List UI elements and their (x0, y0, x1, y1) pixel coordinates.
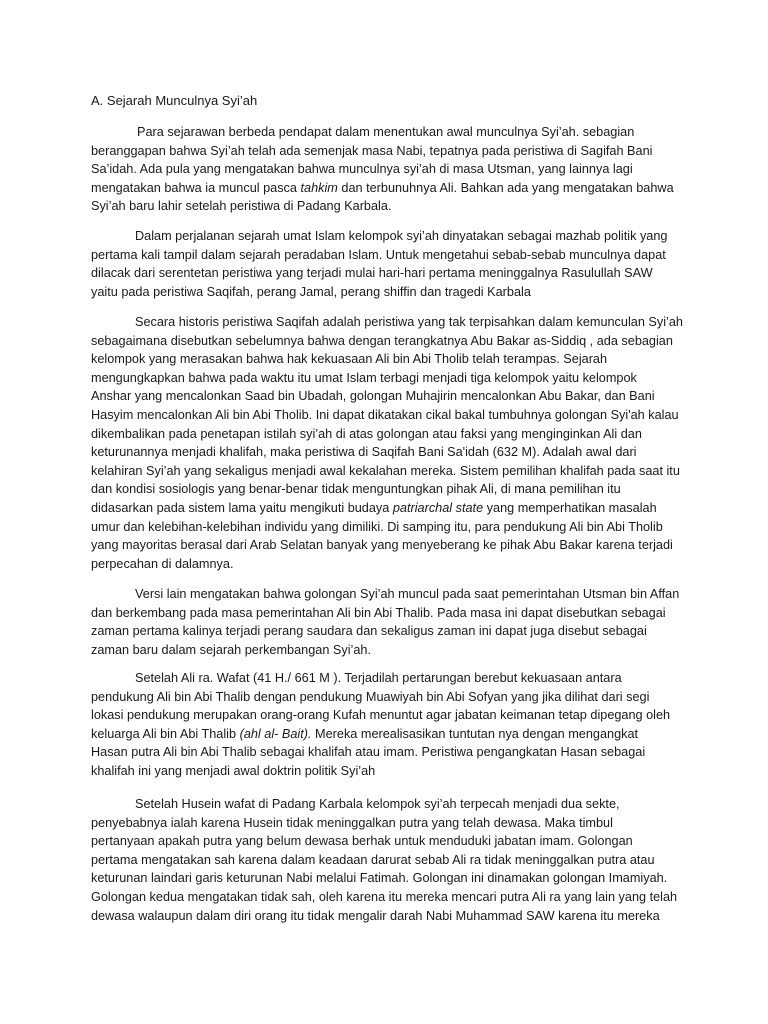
text-line (91, 814, 681, 833)
text-run: Golongan kedua mengatakan tidak sah, oleh karena itu mereka mencari putra Ali ra yang lain yang telah (91, 889, 678, 904)
text-line (91, 869, 681, 888)
text-run: Dalam perjalanan sejarah umat Islam kelompok syi’ah dinyatakan sebagai mazhab politik yang (135, 229, 668, 243)
text-line (91, 762, 681, 781)
text-run: perpecahan di dalamnya. (91, 556, 234, 571)
text-run: pendukung Ali bin Abi Thalib dengan pendukung Muawiyah bin Abi Sofyan yang jika dilihat dari segi (91, 689, 650, 704)
text-run: yang mayoritas berasal dari Arab Selatan banyak yang menyeberang ke pihak Abu Bakar karena terjadi (91, 538, 673, 553)
text-run: Sa’idah. Ada pula yang mengatakan bahwa munculnya syi’ah di masa Utsman, yang lainnya lagi (91, 162, 633, 177)
text-run: Anshar yang mencalonkan Saad bin Ubadah, golongan Muhajirin mencalonkan Abu Bakar, dan Bani (91, 389, 655, 404)
text-line (91, 832, 681, 851)
text-line (91, 641, 681, 660)
text-run: kelahiran Syi’ah yang sekaligus menjadi awal kekalahan mereka. Sistem pemilihan khalifah pada saat itu (91, 463, 680, 478)
text-line (91, 499, 681, 518)
text-line (91, 585, 681, 604)
italic-term: patriarchal state (392, 500, 484, 515)
text-run: dan kondisi sosiologis yang benar-benar tidak menguntungkan pihak Ali, di mana pemilihan itu (91, 482, 621, 497)
paragraph-6 (91, 795, 681, 925)
text-run: Setelah Ali ra. Wafat (41 H./ 661 M ). Terjadilah pertarungan berebut kekuasaan antara (135, 671, 622, 685)
text-run: pertanyaan apakah putra yang belum dewasa berhak untuk menduduki jabatan imam. Golongan (91, 834, 633, 849)
text-run: keturunan laindari garis keturunan Nabi melalui Fatimah. Golongan ini dinamakan golongan Imamiyah. (91, 871, 668, 886)
text-run: yang memperhatikan masalah (483, 500, 657, 515)
text-run: dilacak dari serentetan peristiwa yang terjadi mulai hari-hari pertama meninggalnya Rasulullah SAW (91, 266, 653, 281)
text-run: pertama kali tampil dalam sejarah peradaban Islam. Untuk mengetahui sebab-sebab munculnya dapat (91, 247, 666, 262)
text-run: umur dan kelebihan-kelebihan individu yang dimiliki. Di samping itu, para pendukung Ali bin Abi Tholib (91, 519, 663, 534)
text-run: pertama mengatakan sah karena dalam keadaan darurat sebab Ali ra tidak meninggalkan putra atau (91, 852, 655, 867)
text-line (91, 246, 681, 265)
text-run: zaman pertama kalinya terjadi perang saudara dan sekaligus zaman ini dapat juga disebut sebagai (91, 624, 647, 639)
text-run: keturunannya menjadi khalifah, maka peristiwa di Saqifah Bani Sa'idah (632 M). Adalah awal dari (91, 445, 637, 460)
paragraph-1 (91, 123, 681, 216)
text-line (91, 669, 681, 688)
text-line (91, 350, 681, 369)
text-run: sebagaimana disebutkan sebelumnya bahwa dengan terangkatnya Abu Bakar as-Siddiq , ada sebagian (91, 333, 673, 348)
text-run: dan berkembang pada masa pemerintahan Ali bin Abi Thalib. Pada masa ini dapat disebutkan sebagai (91, 605, 666, 620)
paragraph-2 (91, 227, 681, 301)
text-line (91, 725, 681, 744)
text-run: Secara historis peristiwa Saqifah adalah peristiwa yang tak terpisahkan dalam kemunculan Syi’ah (135, 315, 683, 329)
text-line (91, 369, 681, 388)
text-run: mengungkapkan bahwa pada waktu itu umat Islam terbagi menjadi tiga kelompok yaitu kelompok (91, 370, 637, 385)
text-line (91, 123, 681, 142)
text-line (91, 160, 681, 179)
text-line (91, 480, 681, 499)
text-run: Versi lain mengatakan bahwa golongan Syi’ah muncul pada saat pemerintahan Utsman bin Affan (135, 587, 680, 601)
text-run: keluarga Ali bin Abi Thalib (91, 726, 240, 741)
text-line (91, 518, 681, 537)
text-line (91, 706, 681, 725)
text-run: khalifah ini yang menjadi awal doktrin politik Syi’ah (91, 763, 376, 778)
text-run: Mereka merealisasikan tuntutan nya dengan mengangkat (311, 726, 639, 741)
text-line (91, 142, 681, 161)
text-line (91, 462, 681, 481)
italic-term: (ahl al- Bait). (239, 726, 312, 741)
text-line (91, 227, 681, 246)
text-line (91, 688, 681, 707)
text-line (91, 888, 681, 907)
text-line (91, 406, 681, 425)
text-line (91, 851, 681, 870)
text-run: dikembalikan pada penetapan istilah syi’ah di atas golongan atau faksi yang menginginkan Ali dan (91, 426, 642, 441)
text-line (91, 795, 681, 814)
text-run: beranggapan bahwa Syi’ah telah ada semenjak masa Nabi, tepatnya pada peristiwa di Sagifah Bani (91, 143, 653, 158)
text-line (91, 179, 681, 198)
section-heading: A. Sejarah Munculnya Syi’ah (91, 93, 258, 108)
text-run: yaitu pada peristiwa Saqifah, perang Jamal, perang shiffin dan tragedi Karbala (91, 284, 531, 299)
text-run: Hasan putra Ali bin Abi Thalib sebagai khalifah atau imam. Peristiwa pengangkatan Hasan sebagai (91, 745, 646, 760)
text-line (91, 743, 681, 762)
text-line (91, 555, 681, 574)
text-line (91, 622, 681, 641)
text-line (91, 332, 681, 351)
text-run: lokasi pendukung merupakan orang-orang Kufah menuntut agar jabatan keimanan tetap dipegang oleh (91, 708, 671, 723)
text-line (91, 387, 681, 406)
text-run: kelompok yang merasakan bahwa hak kekuasaan Ali bin Abi Tholib telah terampas. Sejarah (91, 352, 608, 367)
text-run: zaman baru dalam sejarah perkembangan Syi’ah. (91, 642, 371, 657)
text-run: mengatakan bahwa ia muncul pasca (91, 180, 301, 195)
text-line (91, 313, 681, 332)
text-line (91, 536, 681, 555)
text-run: penyebabnya ialah karena Husein tidak meninggalkan putra yang telah dewasa. Maka timbul (91, 815, 613, 830)
paragraph-5 (91, 669, 681, 781)
text-run: didasarkan pada sistem lama yaitu mengikuti budaya (91, 500, 393, 515)
text-line (91, 443, 681, 462)
text-line (91, 907, 681, 926)
text-line (91, 264, 681, 283)
paragraph-4 (91, 585, 681, 659)
text-line (91, 604, 681, 623)
text-line (91, 283, 681, 302)
text-run: dan terbunuhnya Ali. Bahkan ada yang mengatakan bahwa (337, 180, 674, 195)
text-run: Syi’ah baru lahir setelah peristiwa di Padang Karbala. (91, 199, 392, 214)
text-run: Hasyim mencalonkan Ali bin Abi Tholib. Ini dapat dikatakan cikal bakal tumbuhnya golongan Syi'ah kalau (91, 407, 679, 422)
italic-term: tahkim (300, 180, 338, 195)
text-run: dewasa walaupun dalam diri orang itu tidak mengalir darah Nabi Muhammad SAW karena itu mereka (91, 908, 660, 923)
text-line (91, 425, 681, 444)
text-run: Setelah Husein wafat di Padang Karbala kelompok syi’ah terpecah menjadi dua sekte, (135, 797, 620, 811)
text-run: Para sejarawan berbeda pendapat dalam menentukan awal munculnya Syi’ah. sebagian (137, 125, 635, 139)
text-line (91, 197, 681, 216)
paragraph-3 (91, 313, 681, 573)
